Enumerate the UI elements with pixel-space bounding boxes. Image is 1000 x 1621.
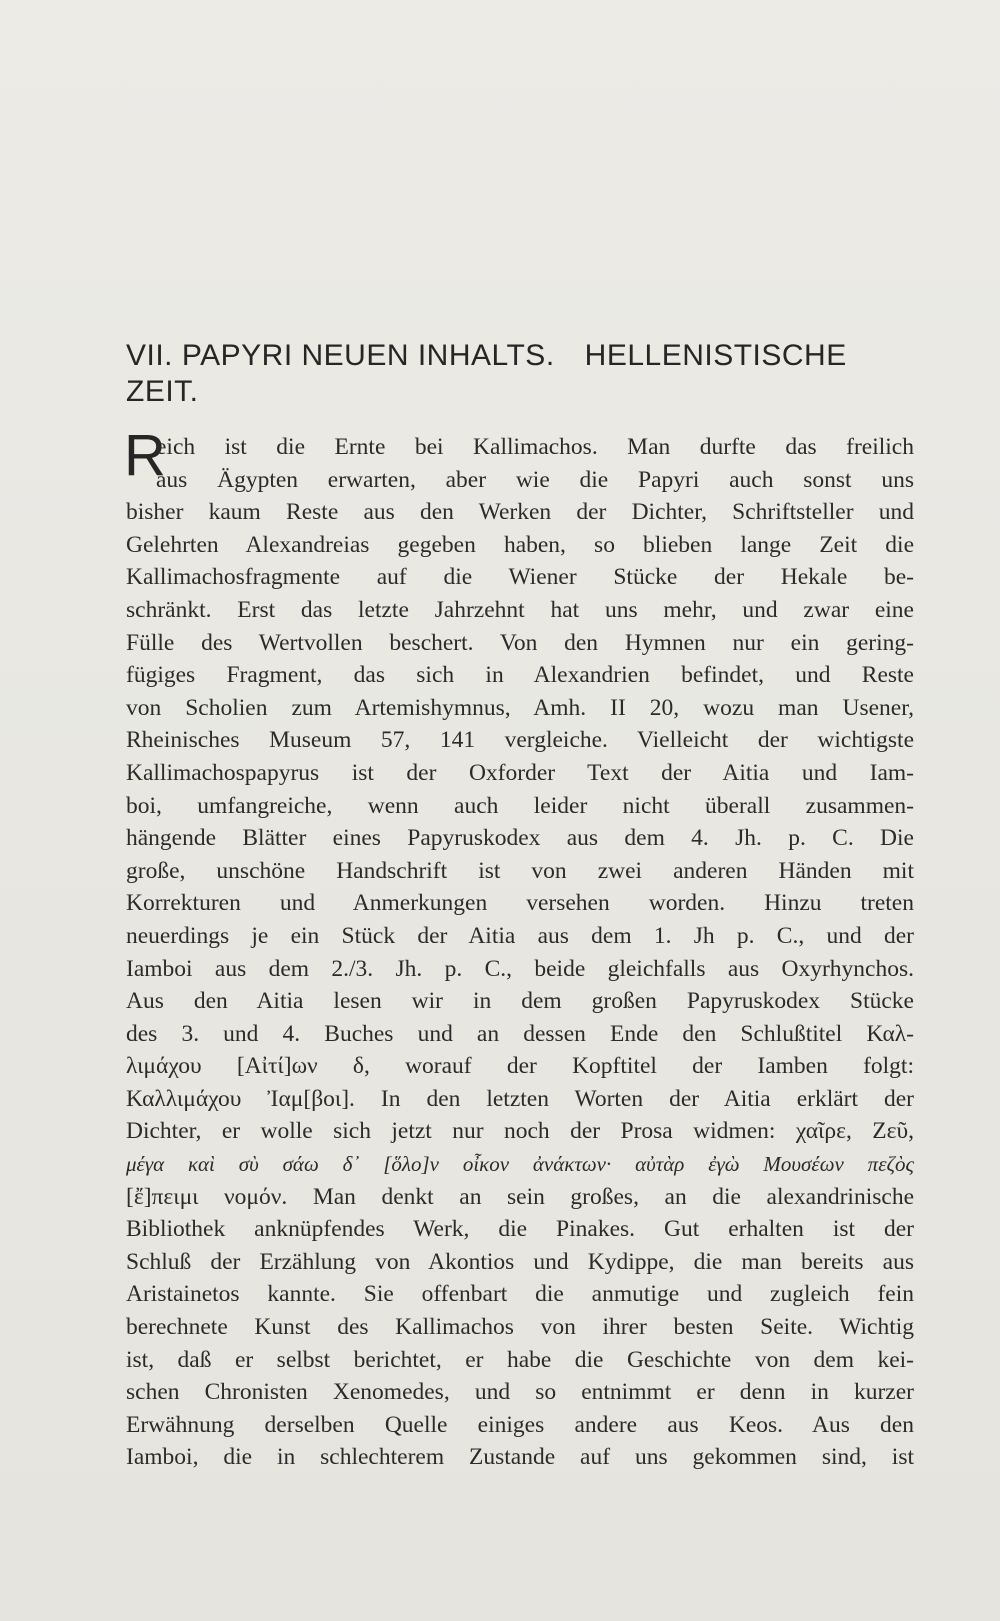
text-line: Gelehrten Alexandreias gegeben haben, so blieben lange Zeit die (126, 531, 914, 558)
text-line: fügiges Fragment, das sich in Alexandrien befindet, und Reste (126, 662, 914, 689)
text-line: Fülle des Wertvollen beschert. Von den Hymnen nur ein gering- (126, 629, 914, 656)
text-line-greek: μέγα καὶ σὺ σάω δ᾽ [ὅλο]ν οἶκον ἀνάκτων· αὐτὰρ ἐγὼ Μουσέων πεζὸς (126, 1152, 914, 1177)
body-text (126, 431, 914, 1474)
drop-cap: R (124, 423, 166, 488)
text-line: große, unschöne Handschrift ist von zwei anderen Händen mit (126, 857, 914, 884)
heading-line-1 (126, 338, 916, 374)
text-line: des 3. und 4. Buches und an dessen Ende den Schlußtitel Καλ- (126, 1020, 914, 1047)
text-line: ist, daß er selbst berichtet, er habe die Geschichte von dem kei- (126, 1346, 914, 1373)
text-line: [ἔ]πειμι νομόν. Man denkt an sein großes, an die alexandrinische (126, 1183, 914, 1210)
text-line: Kallimachosfragmente auf die Wiener Stücke der Hekale be- (126, 564, 914, 591)
heading-line-2: ZEIT. (126, 375, 199, 408)
text-line: Aristainetos kannte. Sie offenbart die anmutige und zugleich fein (126, 1281, 914, 1308)
text-line: aus Ägypten erwarten, aber wie die Papyri auch sonst uns (156, 466, 914, 493)
text-line: schen Chronisten Xenomedes, und so entnimmt er denn in kurzer (126, 1379, 914, 1406)
text-line: Καλλιμάχου Ἰαμ[βοι]. In den letzten Worten der Aitia erklärt der (126, 1085, 914, 1112)
text-line: Rheinisches Museum 57, 141 vergleiche. Vielleicht der wichtigste (126, 727, 914, 754)
text-line: Kallimachospapyrus ist der Oxforder Text der Aitia und Iam- (126, 759, 914, 786)
text-line: Schluß der Erzählung von Akontios und Kydippe, die man bereits aus (126, 1248, 914, 1275)
text-line: von Scholien zum Artemishymnus, Amh. II 20, wozu man Usener, (126, 694, 914, 721)
text-line: Erwähnung derselben Quelle einiges andere aus Keos. Aus den (126, 1411, 914, 1438)
text-line: neuerdings je ein Stück der Aitia aus dem 1. Jh p. C., und der (126, 922, 914, 949)
text-line: boi, umfangreiche, wenn auch leider nicht überall zusammen- (126, 792, 914, 819)
text-line: Bibliothek anknüpfendes Werk, die Pinakes. Gut erhalten ist der (126, 1216, 914, 1243)
text-line: Dichter, er wolle sich jetzt nur noch der Prosa widmen: χαῖρε, Ζεῦ, (126, 1118, 914, 1145)
text-line: berechnete Kunst des Kallimachos von ihrer besten Seite. Wichtig (126, 1314, 914, 1341)
chapter-heading (126, 338, 916, 410)
text-line: bisher kaum Reste aus den Werken der Dichter, Schriftsteller und (126, 499, 914, 526)
text-line: Aus den Aitia lesen wir in dem großen Papyruskodex Stücke (126, 988, 914, 1015)
text-line: schränkt. Erst das letzte Jahrzehnt hat uns mehr, und zwar eine (126, 596, 914, 623)
text-line: hängende Blätter eines Papyruskodex aus dem 4. Jh. p. C. Die (126, 825, 914, 852)
text-line: Iamboi aus dem 2./3. Jh. p. C., beide gleichfalls aus Oxyrhynchos. (126, 955, 914, 982)
text-line: eich ist die Ernte bei Kallimachos. Man durfte das freilich (156, 434, 914, 460)
text-line: Korrekturen und Anmerkungen versehen worden. Hinzu treten (126, 890, 914, 917)
text-line: λιμάχου [Αἰτί]ων δ, worauf der Kopftitel der Iamben folgt: (126, 1053, 914, 1080)
heading-part-b: HELLENISTISCHE (584, 339, 847, 372)
text-line: Iamboi, die in schlechterem Zustande auf uns gekommen sind, ist (126, 1444, 914, 1471)
heading-part-a: VII. PAPYRI NEUEN INHALTS. (126, 339, 555, 372)
